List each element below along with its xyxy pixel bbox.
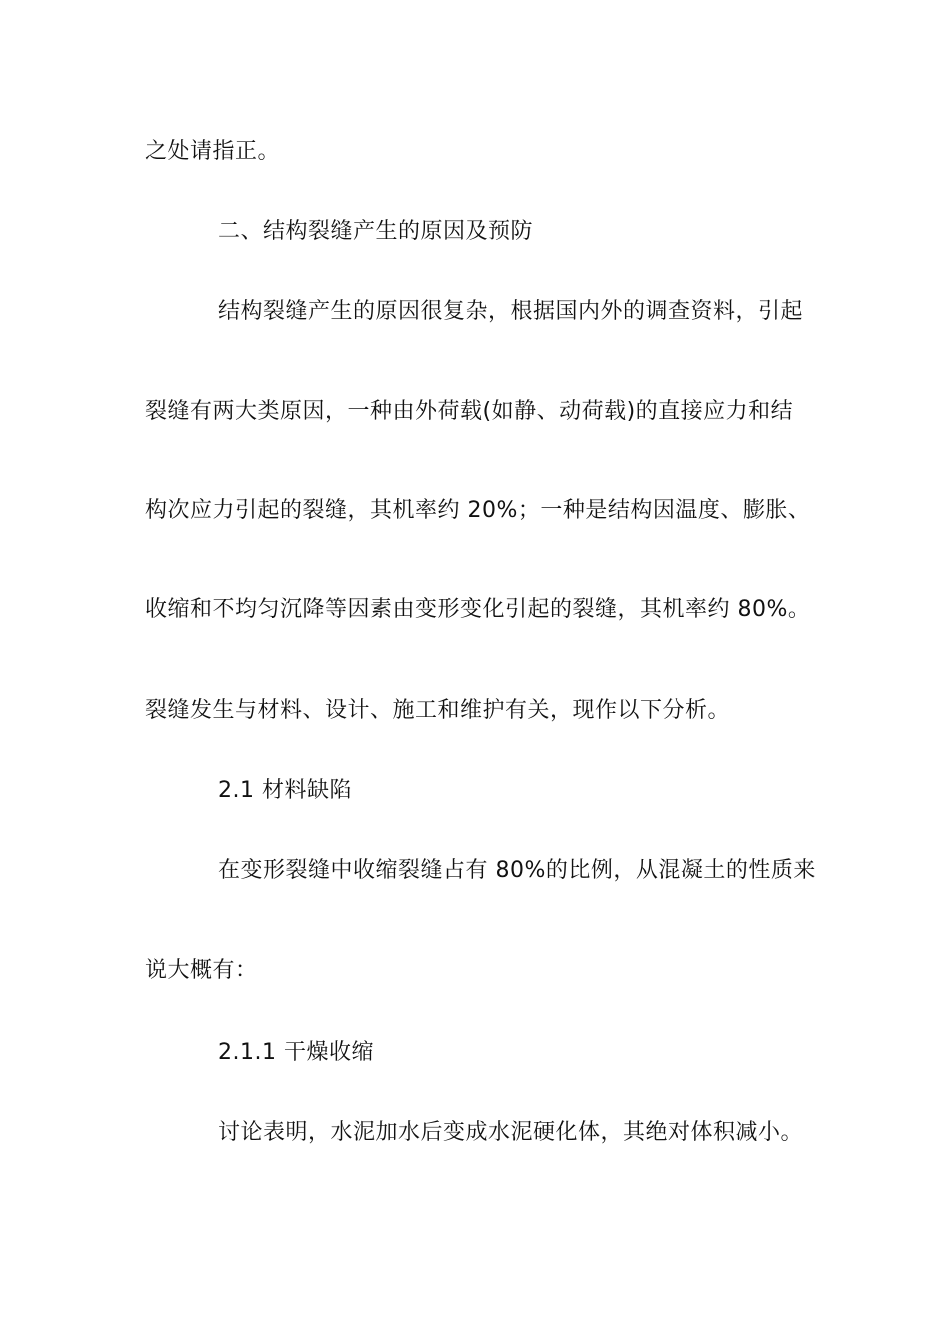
subsection-heading: 2.1 材料缺陷 xyxy=(218,778,352,803)
paragraph-line: 收缩和不均匀沉降等因素由变形变化引起的裂缝，其机率约 80%。 xyxy=(145,597,811,622)
paragraph-line: 裂缝发生与材料、设计、施工和维护有关，现作以下分析。 xyxy=(145,698,731,723)
paragraph-line: 结构裂缝产生的原因很复杂，根据国内外的调查资料，引起 xyxy=(218,299,804,324)
text-line-continuation: 之处请指正。 xyxy=(145,139,281,164)
paragraph-line: 构次应力引起的裂缝，其机率约 20%；一种是结构因温度、膨胀、 xyxy=(145,498,811,523)
subsubsection-heading: 2.1.1 干燥收缩 xyxy=(218,1040,374,1065)
paragraph-line: 裂缝有两大类原因，一种由外荷载(如静、动荷载)的直接应力和结 xyxy=(145,399,794,424)
paragraph-line: 在变形裂缝中收缩裂缝占有 80%的比例，从混凝土的性质来 xyxy=(218,858,816,883)
paragraph-line: 讨论表明，水泥加水后变成水泥硬化体，其绝对体积减小。 xyxy=(218,1120,804,1145)
paragraph-line: 说大概有： xyxy=(145,958,258,983)
section-heading: 二、结构裂缝产生的原因及预防 xyxy=(218,219,534,244)
